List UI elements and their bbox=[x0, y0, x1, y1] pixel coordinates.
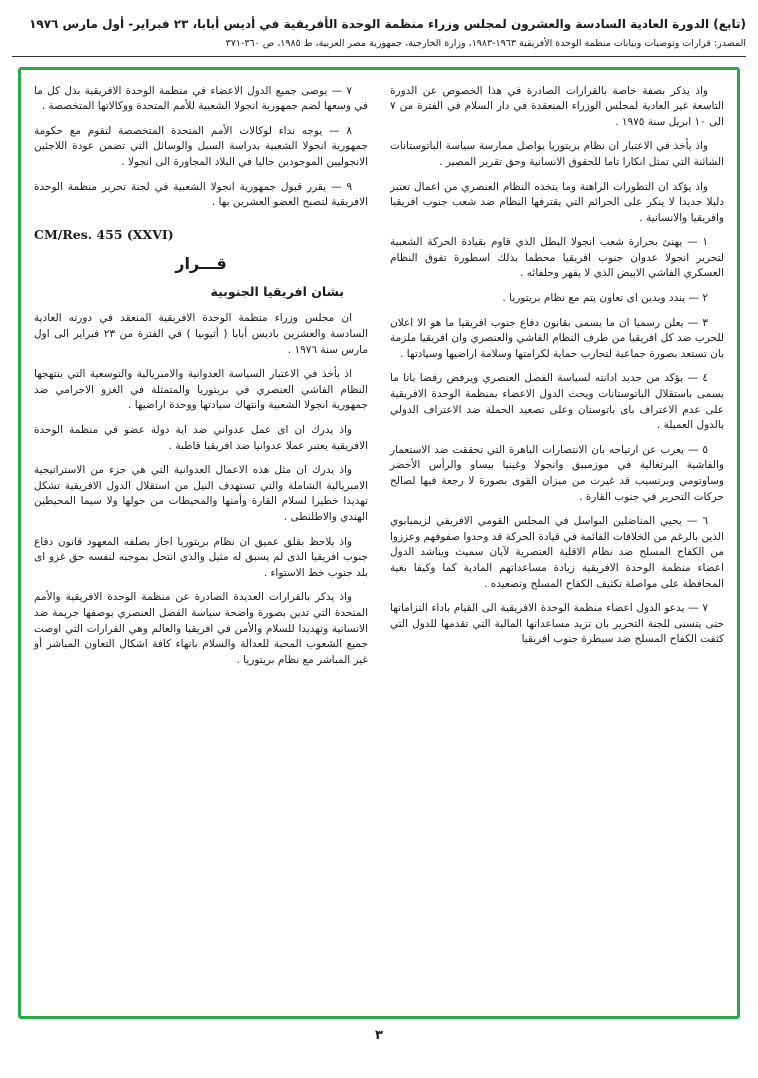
numbered-clause-7b: ٧ — يوصى جميع الدول الاعضاء في منظمة الوحدة الافريقية بذل كل ما في وسعها لضم جمهورية انجولا الشعبية للأمم المتحدة ووكالاتها المتخصصة . bbox=[34, 84, 368, 113]
preamble-paragraph: واذ يدرك ان اى عمل عدواني ضد اية دولة عضو في منظمة الوحدة الافريقية يعتبر عملا عدوانيا ضد افريقيا قاطبة . bbox=[34, 424, 368, 452]
numbered-clause-6: ٦ — يحيي المناضلين البواسل في المجلس القومي الافريقي لزيمبابوي الذين بالرغم من الخلافات القائمة في قيادة الحركة قد وحدوا صفوفهم وعززوا من الكفاح المسلح ضد نظام الاقلية العنصرية لآيان سميث ويناشد الدول اعضاء منظمة الوحدة الافريقية زيادة مساعداتهم المادية كما وكيفا بغية المحافظة على مواصلة تكثيف الكفاح المسلح وتصعيده . bbox=[390, 515, 724, 590]
numbered-clause-1: ١ — يهنئ بحرارة شعب انجولا البطل الذي قاوم بقيادة الحركة الشعبية لتحرير انجولا عدوان جنوب افريقيا محطما بذلك اسطورة تفوق النظام العسكري الفاشي الابيض الذي لا يقهر وحلفائه . bbox=[390, 236, 724, 280]
numbered-clause-8: ٨ — يوجه نداء لوكالات الأمم المتحدة المتخصصة لتقوم مع حكومة جمهورية انجولا الشعبية بدراسة السبل والوسائل التي تضمن عودة اللاجئين الانجوليين الموجودين حاليا في البلاد المجاورة الى انجولا . bbox=[34, 124, 368, 168]
resolution-title: قـــرار bbox=[175, 254, 227, 274]
page-header bbox=[12, 16, 746, 57]
preamble-paragraph: واذ يدرك ان مثل هذه الاعمال العدوانية التي هي جزء من الاستراتيجية الامبريالية الشاملة والتي تستهدف النيل من استقلال الدول الافريقية تشكل تهديدا خطيرا لسلام القارة وأمنها والمحيطات من حولها ولا سيما المحيطين الهندي والاطلنطى . bbox=[34, 464, 368, 523]
paragraph: واذ يذكر بصفة خاصة بالقرارات الصادرة في هذا الخصوص عن الدورة التاسعة غير العادية لمجلس الوزراء المنعقدة في دار السلام في الفترة من ٧ الى ١٠ ابريل سنة ١٩٧٥ . bbox=[390, 84, 724, 128]
numbered-clause-4: ٤ — يؤكد من جديد ادانته لسياسة الفصل العنصري ويرفض رفضا باتا ما يسمى باستقلال الباتوستانات ويحث الدول الاعضاء بمنظمة الوحدة الافريقية على عدم الاعتراف باى باتوستان وعلى تصعيد الحملة ضد الاعتراف الدولي بالدول العميلة . bbox=[390, 372, 724, 432]
column-left bbox=[34, 84, 368, 1006]
header-title: (تابع) الدورة العادية السادسة والعشرون لمجلس وزراء منظمة الوحدة الأفريقية في أديس أبابا، ٢٣ فبراير- أول مارس ١٩٧٦ bbox=[29, 17, 746, 31]
numbered-clause-7: ٧ — يدعو الدول اعضاء منظمة الوحدة الافريقية الى القيام باداء التزاماتها حتى يتسنى للجنة التحرير بان تزيد مساعداتها المالية التي تقدمها للدول التي كثفت الكفاح المسلح ضد سيطرة جنوب افريقيا bbox=[390, 602, 724, 646]
numbered-clause-9: ٩ — يقرر قبول جمهورية انجولا الشعبية في لجنة تحرير منظمة الوحدة الافريقية لتصبح العضو العشرين بها . bbox=[34, 180, 368, 209]
resolution-subtitle: بشان افريقيا الجنوبية bbox=[210, 283, 344, 299]
numbered-clause-2: ٢ — يندد ويدين اى تعاون يتم مع نظام بريتوريا . bbox=[502, 292, 708, 305]
numbered-clause-3: ٣ — يعلن رسميا ان ما يسمى بقانون دفاع جنوب افريقيا ما هو الا اعلان للحرب ضد كل افريقيا من طرف النظام الفاشي والعنصري وان افريقيا ملزمة بان تستعد بصورة جماعية لتحارب حماية لكرامتها وسلامة اراضيها وسيادتها . bbox=[390, 316, 724, 360]
preamble-paragraph: واذ يذكر بالقرارات العديدة الصادرة عن منظمة الوحدة الافريقية والأمم المتحدة التي تدين بصورة واضحة سياسة الفصل العنصري بوصفها جريمة ضد الانسانية وتهديدا للسلام والأمن في افريقيا والعالم وهي القرارات التي اوصت جميع الشعوب المحبة للعدالة والسلام بانهاء كافة اشكال التعاون المباشر أو غير المباشر مع نظام بريتوريا . bbox=[34, 591, 368, 666]
preamble-paragraph: ان مجلس وزراء منظمة الوحدة الافريقية المنعقد في دورته العادية السادسة والعشرين باديس أبابا ( أثيوبيا ) في الفترة من ٢٣ فبراير الى اول مارس سنة ١٩٧٦ . bbox=[34, 312, 368, 356]
column-right bbox=[390, 84, 724, 1006]
paragraph: واذ يؤكد ان التطورات الراهنة وما يتخذه النظام العنصري من اعمال تعتبر دليلا جديدا لا ينكر على الجرائم التي يقترفها النظام ضد شعب جنوب افريقيا وافريقيا والانسانية . bbox=[390, 180, 724, 224]
header-source-line: المصدر: قرارات وتوصيات وبيانات منظمة الوحدة الأفريقية ١٩٦٣-١٩٨٣، وزارة الخارجية، جمهورية مصر العربية، ط ١٩٨٥، ص ٣٦٠-٣٧١ bbox=[12, 38, 746, 56]
page-number: ٣ bbox=[375, 1027, 383, 1043]
green-bordered-content-box bbox=[18, 67, 740, 1019]
preamble-paragraph: واذ يلاحظ بقلق عميق ان نظام بريتوريا اجاز بصلفه المعهود قانون دفاع جنوب افريقيا الذى لم يسبق له مثيل والذي انتحل بموجبه لنفسه حق غزو اى بلد جنوب خط الاستواء . bbox=[34, 535, 368, 579]
paragraph: واذ يأخذ في الاعتبار ان نظام بريتوريا يواصل ممارسة سياسة الباتوستانات الشائنة التي تمثل انكارا تاما للحقوق الانسانية وحق تقرير المصير . bbox=[390, 140, 724, 168]
numbered-clause-5: ٥ — يعرب عن ارتياحه بان الانتصارات الباهرة التي تحققت ضد الاستعمار والفاشية البرتغالية في موزمبيق وانجولا وغينيا بيساو والرأس الأخضر وساوتومي وبرنسيب قد غيرت من ميزان القوى بصورة لا رجعة فيها لصالح حركات التحرير في جنوب القارة . bbox=[390, 443, 724, 503]
resolution-number: CM/Res. 455 (XXVI) bbox=[34, 226, 174, 242]
preamble-paragraph: اذ يأخذ في الاعتبار السياسة العدوانية والامبريالية والتوسعية التي ينتهجها النظام الفاشي العنصري في بريتوريا والمتمثلة في الغزو الاجرامي ضد جمهورية انجولا الشعبية وانتهاك سيادتها ووحدة اراضيها . bbox=[34, 368, 368, 412]
